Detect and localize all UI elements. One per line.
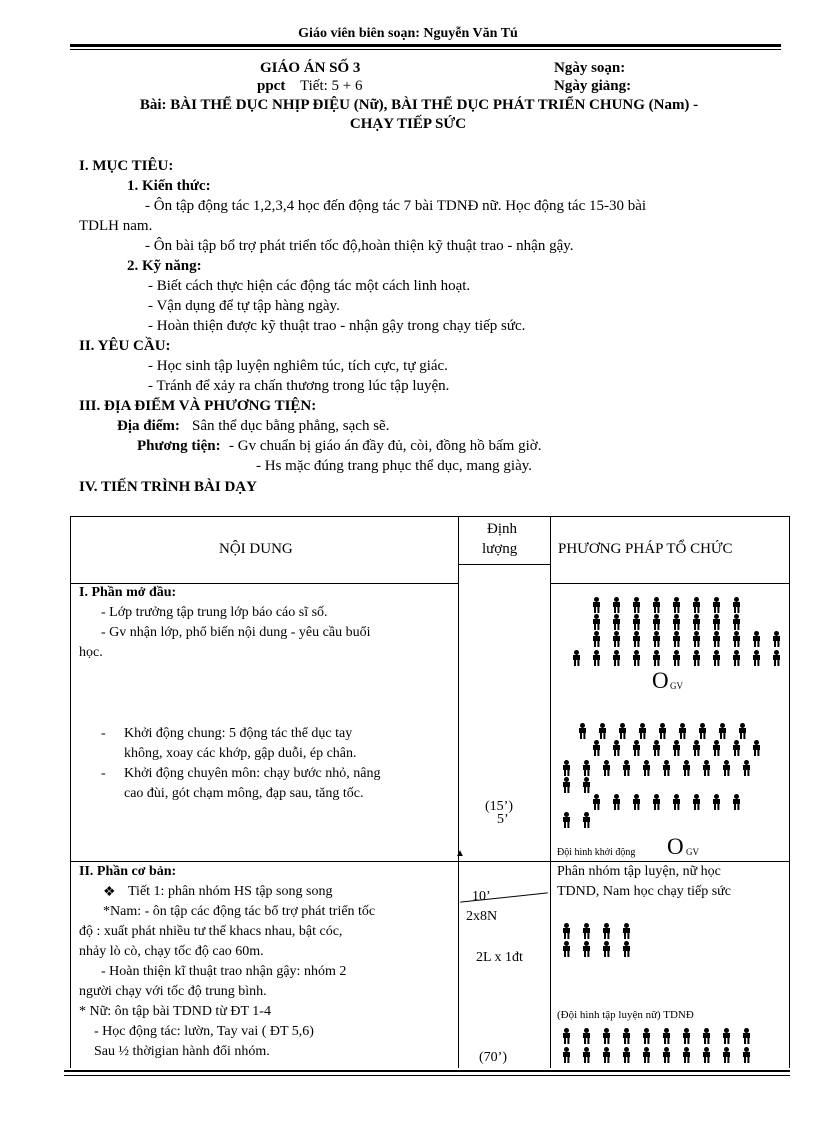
amount-part2-d: (70’) <box>479 1050 507 1065</box>
boys-line: *Nam: - ôn tập các động tác bổ trợ phát triển tốc <box>103 904 376 919</box>
teacher-label: GV <box>686 847 699 857</box>
student-figure-icon <box>562 760 571 776</box>
student-figure-icon <box>602 1028 611 1044</box>
skill-item: - Hoàn thiện được kỹ thuật trao - nhận gậy trong chạy tiếp sức. <box>148 318 526 334</box>
boys-line: độ : xuất phát nhiều tư thế khacs nhau, bật cóc, <box>79 924 343 939</box>
student-figure-icon <box>562 1028 571 1044</box>
section3-heading: III. ĐỊA ĐIỂM VÀ PHƯƠNG TIỆN: <box>79 398 317 414</box>
place-label: Địa điểm: <box>117 418 180 434</box>
student-figure-icon <box>642 1028 651 1044</box>
student-figure-icon <box>592 740 601 756</box>
student-figure-icon <box>732 650 741 666</box>
student-figure-icon <box>712 597 721 613</box>
requirement-item: - Học sinh tập luyện nghiêm túc, tích cực, tự giác. <box>148 358 448 374</box>
author-line: Giáo viên biên soạn: Nguyễn Văn Tú <box>298 26 518 41</box>
knowledge-line3: - Ôn bài tập bổ trợ phát triển tốc độ,hoàn thiện kỹ thuật trao - nhận gậy. <box>145 238 574 254</box>
student-figure-icon <box>732 614 741 630</box>
warmup-special: Khởi động chuyên môn: chạy bước nhỏ, nâng <box>124 766 381 781</box>
student-row <box>562 777 602 793</box>
amount-warmup: 5’ <box>497 812 509 827</box>
student-figure-icon <box>692 597 701 613</box>
part2-heading: II. Phần cơ bản: <box>79 864 177 879</box>
student-figure-icon <box>652 650 661 666</box>
student-figure-icon <box>732 597 741 613</box>
student-figure-icon <box>722 1028 731 1044</box>
student-figure-icon <box>592 614 601 630</box>
student-figure-icon <box>712 650 721 666</box>
student-row <box>592 794 752 810</box>
student-figure-icon <box>732 740 741 756</box>
student-figure-icon <box>602 1047 611 1063</box>
amount-part2-c: 2L x 1đt <box>476 950 523 965</box>
student-figure-icon <box>682 1028 691 1044</box>
student-row <box>562 1047 762 1063</box>
student-figure-icon <box>642 760 651 776</box>
plan-number: GIÁO ÁN SỐ 3 <box>260 60 361 76</box>
formation-caption: Đội hình khởi động <box>557 847 636 858</box>
table-header-rule <box>70 583 458 584</box>
table-right-border <box>789 516 790 1068</box>
amount-part1-total: (15’) <box>485 799 513 814</box>
student-row <box>562 812 602 828</box>
knowledge-line1: - Ôn tập động tác 1,2,3,4 học đến động tác 7 bài TDNĐ nữ. Học động tác 15-30 bài <box>145 198 647 214</box>
student-figure-icon <box>562 923 571 939</box>
student-figure-icon <box>612 740 621 756</box>
student-figure-icon <box>652 614 661 630</box>
lesson-title-line1: Bài: BÀI THỂ DỤC NHỊP ĐIỆU (Nữ), BÀI THỂ DỤC PHÁT TRIỂN CHUNG (Nam) - <box>139 97 699 113</box>
column-header-amount: lượng <box>482 541 518 557</box>
student-figure-icon <box>602 923 611 939</box>
student-figure-icon <box>582 941 591 957</box>
equipment-value1: - Gv chuẩn bị giáo án đầy đủ, còi, đồng hồ bấm giờ. <box>229 438 542 454</box>
student-figure-icon <box>742 1028 751 1044</box>
student-figure-icon <box>692 614 701 630</box>
student-row <box>562 1028 762 1044</box>
student-figure-icon <box>612 631 621 647</box>
section4-heading: IV. TIẾN TRÌNH BÀI DẠY <box>79 479 257 495</box>
student-figure-icon <box>732 631 741 647</box>
skill-item: - Vận dụng để tự tập hàng ngày. <box>148 298 340 314</box>
student-figure-icon <box>742 1047 751 1063</box>
section2-heading: II. YÊU CẦU: <box>79 338 171 354</box>
student-row <box>592 614 752 630</box>
footer-rule-thin <box>64 1075 790 1076</box>
method-line: Phân nhóm tập luyện, nữ học <box>557 864 721 879</box>
student-figure-icon <box>602 760 611 776</box>
student-figure-icon <box>582 1028 591 1044</box>
student-figure-icon <box>652 740 661 756</box>
student-figure-icon <box>612 597 621 613</box>
student-row <box>562 941 642 957</box>
bullet-icon: ❖ <box>103 885 116 900</box>
student-figure-icon <box>692 631 701 647</box>
part1-heading: I. Phần mở đầu: <box>79 585 177 600</box>
student-figure-icon <box>732 794 741 810</box>
knowledge-line2: TDLH nam. <box>79 218 153 234</box>
student-figure-icon <box>772 631 781 647</box>
student-figure-icon <box>682 1047 691 1063</box>
student-figure-icon <box>702 1047 711 1063</box>
student-figure-icon <box>702 1028 711 1044</box>
girls-line: - Học động tác: lườn, Tay vai ( ĐT 5,6) <box>94 1024 314 1039</box>
part1-line: học. <box>79 645 103 660</box>
student-figure-icon <box>712 631 721 647</box>
arrow-mark: ▲ <box>455 848 465 859</box>
table-top-border <box>70 516 789 517</box>
knowledge-heading: 1. Kiến thức: <box>127 178 211 194</box>
student-row <box>562 760 762 776</box>
student-figure-icon <box>642 1047 651 1063</box>
student-figure-icon <box>612 614 621 630</box>
student-figure-icon <box>662 1047 671 1063</box>
place-value: Sân thể dục bằng phẳng, sạch sẽ. <box>192 418 390 434</box>
table-left-border <box>70 516 71 1068</box>
header-rule-thick <box>70 44 781 47</box>
student-figure-icon <box>702 760 711 776</box>
student-figure-icon <box>672 794 681 810</box>
student-figure-icon <box>598 723 607 739</box>
teacher-label: GV <box>670 681 683 691</box>
boys-line: người chạy với tốc độ trung bình. <box>79 984 267 999</box>
student-figure-icon <box>678 723 687 739</box>
part1-line: - Lớp trưởng tập trung lớp báo cáo sĩ số. <box>101 605 328 620</box>
student-figure-icon <box>632 597 641 613</box>
periods: Tiết: 5 + 6 <box>300 78 363 94</box>
student-figure-icon <box>742 760 751 776</box>
student-figure-icon <box>718 723 727 739</box>
student-figure-icon <box>672 650 681 666</box>
table-section-rule <box>70 861 789 862</box>
student-figure-icon <box>722 1047 731 1063</box>
student-row <box>592 631 792 647</box>
table-column-divider <box>458 516 459 1068</box>
student-figure-icon <box>582 812 591 828</box>
student-figure-icon <box>658 723 667 739</box>
list-dash: - <box>101 726 106 741</box>
student-figure-icon <box>582 923 591 939</box>
header-rule-thin <box>70 49 781 50</box>
ppct-label: ppct <box>257 78 286 94</box>
student-figure-icon <box>562 941 571 957</box>
equipment-value2: - Hs mặc đúng trang phục thể dục, mang giày. <box>256 458 533 474</box>
student-row <box>578 723 758 739</box>
student-figure-icon <box>672 597 681 613</box>
student-figure-icon <box>622 760 631 776</box>
boys-line: - Hoàn thiện kĩ thuật trao nhận gậy: nhóm 2 <box>101 964 347 979</box>
student-figure-icon <box>712 614 721 630</box>
student-figure-icon <box>612 650 621 666</box>
student-figure-icon <box>622 941 631 957</box>
footer-rule-thick <box>64 1070 790 1072</box>
date-written-label: Ngày soạn: <box>554 60 626 76</box>
student-figure-icon <box>592 794 601 810</box>
teacher-mark: O <box>652 668 669 693</box>
student-figure-icon <box>582 1047 591 1063</box>
teacher-mark: O <box>667 834 684 859</box>
student-figure-icon <box>662 760 671 776</box>
student-figure-icon <box>582 760 591 776</box>
skills-heading: 2. Kỹ năng: <box>127 258 202 274</box>
column-header-method: PHƯƠNG PHÁP TỔ CHỨC <box>558 541 733 557</box>
student-figure-icon <box>602 941 611 957</box>
student-figure-icon <box>652 631 661 647</box>
method-caption: (Đội hình tập luyện nữ) TDNĐ <box>557 1009 694 1021</box>
student-figure-icon <box>622 1028 631 1044</box>
student-figure-icon <box>752 650 761 666</box>
student-figure-icon <box>562 1047 571 1063</box>
warmup-general: không, xoay các khớp, gập duỗi, ép chân. <box>124 746 357 761</box>
student-figure-icon <box>692 740 701 756</box>
method-line: TDND, Nam học chạy tiếp sức <box>557 884 731 899</box>
table-column-divider <box>550 516 551 1068</box>
student-row <box>592 740 772 756</box>
student-figure-icon <box>692 650 701 666</box>
student-figure-icon <box>632 614 641 630</box>
student-figure-icon <box>672 740 681 756</box>
student-figure-icon <box>652 597 661 613</box>
student-figure-icon <box>622 923 631 939</box>
student-figure-icon <box>592 597 601 613</box>
warmup-special: cao đùi, gót chạm mông, đạp sau, tăng tốc. <box>124 786 364 801</box>
student-figure-icon <box>562 777 571 793</box>
list-dash: - <box>101 766 106 781</box>
student-figure-icon <box>722 760 731 776</box>
student-figure-icon <box>672 614 681 630</box>
period1-line: Tiết 1: phân nhóm HS tập song song <box>128 884 333 899</box>
student-figure-icon <box>618 723 627 739</box>
student-figure-icon <box>712 740 721 756</box>
warmup-general: Khởi động chung: 5 động tác thể dục tay <box>124 726 353 741</box>
part1-line: - Gv nhận lớp, phổ biến nội dung - yêu cầu buổi <box>101 625 371 640</box>
girls-line: * Nữ: ôn tập bài TDND từ ĐT 1-4 <box>79 1004 271 1019</box>
student-figure-icon <box>672 631 681 647</box>
section1-heading: I. MỤC TIÊU: <box>79 158 174 174</box>
student-figure-icon <box>772 650 781 666</box>
student-figure-icon <box>752 631 761 647</box>
student-figure-icon <box>612 794 621 810</box>
amount-header-rule <box>458 564 550 565</box>
student-figure-icon <box>662 1028 671 1044</box>
equipment-label: Phương tiện: <box>137 438 221 454</box>
column-header-content: NỘI DUNG <box>219 541 293 557</box>
student-figure-icon <box>592 631 601 647</box>
student-figure-icon <box>578 723 587 739</box>
student-figure-icon <box>562 812 571 828</box>
student-figure-icon <box>572 650 581 666</box>
skill-item: - Biết cách thực hiện các động tác một cách linh hoạt. <box>148 278 471 294</box>
student-figure-icon <box>682 760 691 776</box>
boys-line: nhảy lò cò, chạy tốc độ cao 60m. <box>79 944 264 959</box>
student-row <box>592 597 752 613</box>
student-figure-icon <box>582 777 591 793</box>
date-taught-label: Ngày giảng: <box>554 78 632 94</box>
lesson-title-line2: CHẠY TIẾP SỨC <box>349 116 467 132</box>
student-figure-icon <box>698 723 707 739</box>
girls-line: Sau ½ thờigian hành đổi nhóm. <box>94 1044 270 1059</box>
student-figure-icon <box>632 631 641 647</box>
student-figure-icon <box>752 740 761 756</box>
requirement-item: - Tránh để xảy ra chấn thương trong lúc tập luyện. <box>148 378 450 394</box>
amount-part2-a: 10’ <box>472 889 491 904</box>
table-header-rule <box>550 583 789 584</box>
student-figure-icon <box>638 723 647 739</box>
student-row <box>572 650 792 666</box>
amount-part2-b: 2x8N <box>466 909 498 924</box>
student-figure-icon <box>632 740 641 756</box>
student-figure-icon <box>592 650 601 666</box>
student-figure-icon <box>632 794 641 810</box>
student-figure-icon <box>652 794 661 810</box>
student-figure-icon <box>738 723 747 739</box>
column-header-amount: Định <box>487 521 517 537</box>
student-row <box>562 923 642 939</box>
student-figure-icon <box>622 1047 631 1063</box>
student-figure-icon <box>632 650 641 666</box>
student-figure-icon <box>692 794 701 810</box>
student-figure-icon <box>712 794 721 810</box>
